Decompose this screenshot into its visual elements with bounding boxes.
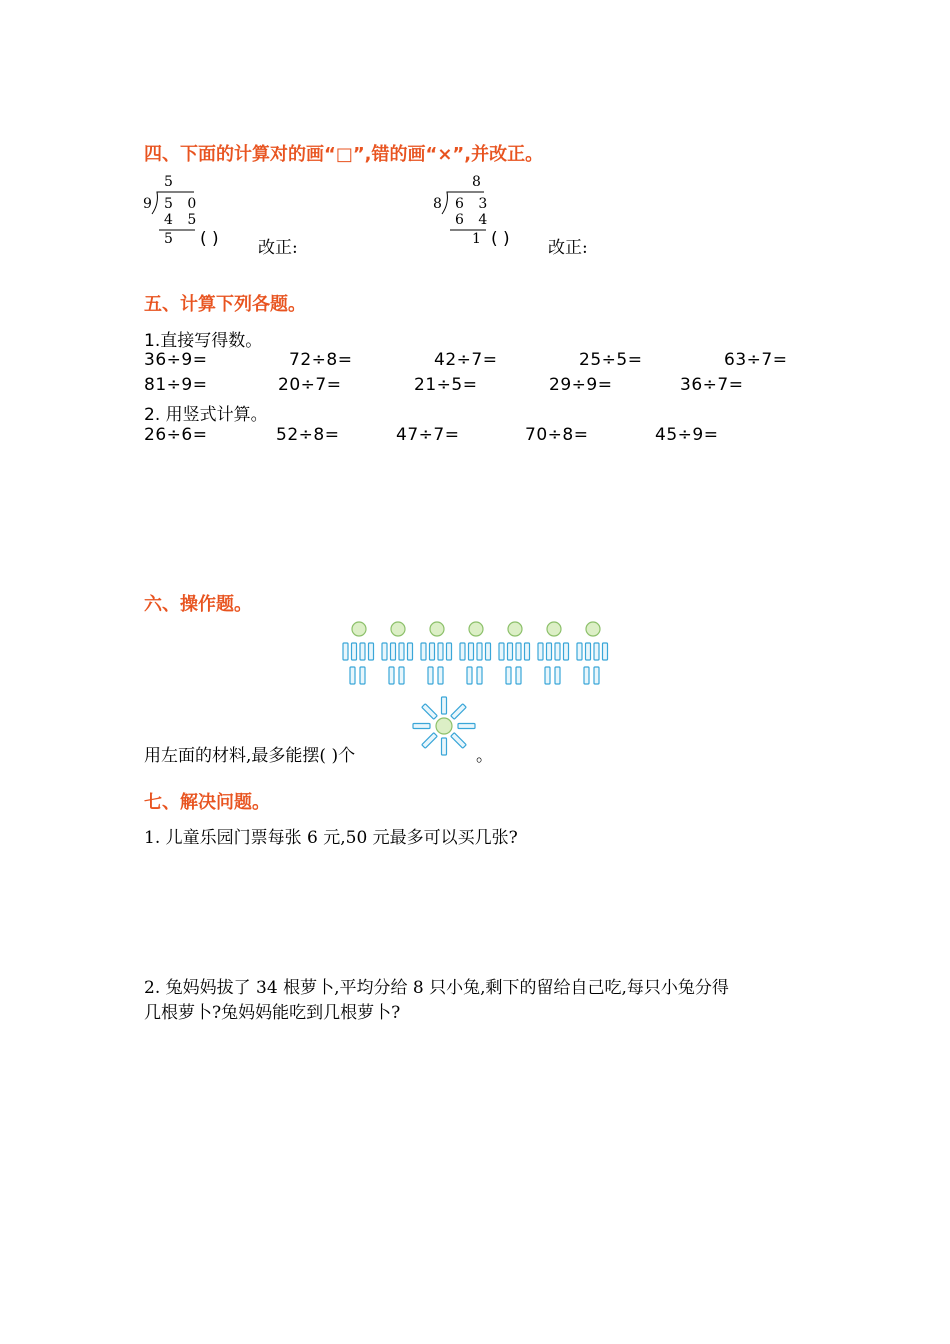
material-stick xyxy=(447,643,452,660)
material-stick xyxy=(391,643,396,660)
material-stick xyxy=(460,643,465,660)
equation: 36÷7= xyxy=(680,375,744,395)
part1-title: 1.直接写得数。 xyxy=(144,331,263,351)
material-circle xyxy=(391,622,405,636)
material-stick xyxy=(350,667,355,684)
material-stick xyxy=(594,667,599,684)
material-stick xyxy=(421,643,426,660)
equation: 20÷7= xyxy=(278,375,342,395)
word-problem-1: 1. 儿童乐园门票每张 6 元,50 元最多可以买几张? xyxy=(144,828,518,848)
dividend-1: 5 0 xyxy=(164,196,202,212)
material-stick xyxy=(525,643,530,660)
equation: 52÷8= xyxy=(276,425,340,445)
divisor-2: 8 xyxy=(433,196,447,212)
material-stick xyxy=(428,667,433,684)
material-stick xyxy=(352,643,357,660)
material-stick xyxy=(584,667,589,684)
material-circle xyxy=(352,622,366,636)
equation: 72÷8= xyxy=(289,350,353,370)
sun-shape-icon xyxy=(408,692,480,760)
material-stick xyxy=(564,643,569,660)
material-circle xyxy=(469,622,483,636)
quotient-1: 5 xyxy=(164,174,178,190)
material-circle xyxy=(586,622,600,636)
material-stick xyxy=(382,643,387,660)
equation: 45÷9= xyxy=(655,425,719,445)
material-stick xyxy=(360,667,365,684)
material-stick xyxy=(545,667,550,684)
section4-heading: 四、下面的计算对的画“□”,错的画“×”,并改正。 xyxy=(144,144,544,165)
material-stick xyxy=(499,643,504,660)
equation: 47÷7= xyxy=(396,425,460,445)
equation: 21÷5= xyxy=(414,375,478,395)
material-stick xyxy=(467,667,472,684)
section6-heading: 六、操作题。 xyxy=(144,594,252,615)
material-stick xyxy=(586,643,591,660)
equation: 42÷7= xyxy=(434,350,498,370)
material-stick xyxy=(469,643,474,660)
material-stick xyxy=(506,667,511,684)
equation: 70÷8= xyxy=(525,425,589,445)
material-stick xyxy=(389,667,394,684)
equation: 26÷6= xyxy=(144,425,208,445)
word-problem-2-line2: 几根萝卜?兔妈妈能吃到几根萝卜? xyxy=(144,1003,401,1023)
divisor-1: 9 xyxy=(143,196,157,212)
product-1: 4 5 xyxy=(164,212,202,228)
section6-question: 用左面的材料,最多能摆( )个 xyxy=(144,746,356,766)
question-end-mark: 。 xyxy=(476,746,493,766)
equation: 81÷9= xyxy=(144,375,208,395)
material-circle xyxy=(547,622,561,636)
materials-illustration xyxy=(330,615,620,690)
material-stick xyxy=(438,643,443,660)
material-stick xyxy=(516,643,521,660)
remainder-1: 5 xyxy=(164,231,178,247)
section5-heading: 五、计算下列各题。 xyxy=(144,294,306,315)
material-stick xyxy=(369,643,374,660)
material-stick xyxy=(477,667,482,684)
material-stick xyxy=(555,643,560,660)
material-stick xyxy=(399,643,404,660)
correction-label-1: 改正: xyxy=(258,238,298,258)
material-stick xyxy=(508,643,513,660)
equation: 29÷9= xyxy=(549,375,613,395)
material-stick xyxy=(430,643,435,660)
quotient-2: 8 xyxy=(472,174,486,190)
material-stick xyxy=(577,643,582,660)
material-stick xyxy=(399,667,404,684)
material-stick xyxy=(594,643,599,660)
material-circle xyxy=(508,622,522,636)
material-stick xyxy=(603,643,608,660)
remainder-2: 1 xyxy=(472,231,486,247)
material-stick xyxy=(438,667,443,684)
material-stick xyxy=(408,643,413,660)
material-stick xyxy=(538,643,543,660)
material-stick xyxy=(555,667,560,684)
material-stick xyxy=(343,643,348,660)
material-circle xyxy=(430,622,444,636)
equation: 63÷7= xyxy=(724,350,788,370)
product-2: 6 4 xyxy=(455,212,493,228)
check-parentheses-1[interactable]: ( ) xyxy=(200,229,219,249)
material-stick xyxy=(477,643,482,660)
material-stick xyxy=(486,643,491,660)
dividend-2: 6 3 xyxy=(455,196,493,212)
word-problem-2-line1: 2. 兔妈妈拔了 34 根萝卜,平均分给 8 只小兔,剩下的留给自己吃,每只小兔分得 xyxy=(144,978,729,998)
material-stick xyxy=(547,643,552,660)
material-stick xyxy=(360,643,365,660)
equation: 36÷9= xyxy=(144,350,208,370)
material-stick xyxy=(516,667,521,684)
correction-label-2: 改正: xyxy=(548,238,588,258)
equation: 25÷5= xyxy=(579,350,643,370)
section7-heading: 七、解决问题。 xyxy=(144,792,270,813)
part2-title: 2. 用竖式计算。 xyxy=(144,405,268,425)
check-parentheses-2[interactable]: ( ) xyxy=(491,229,510,249)
